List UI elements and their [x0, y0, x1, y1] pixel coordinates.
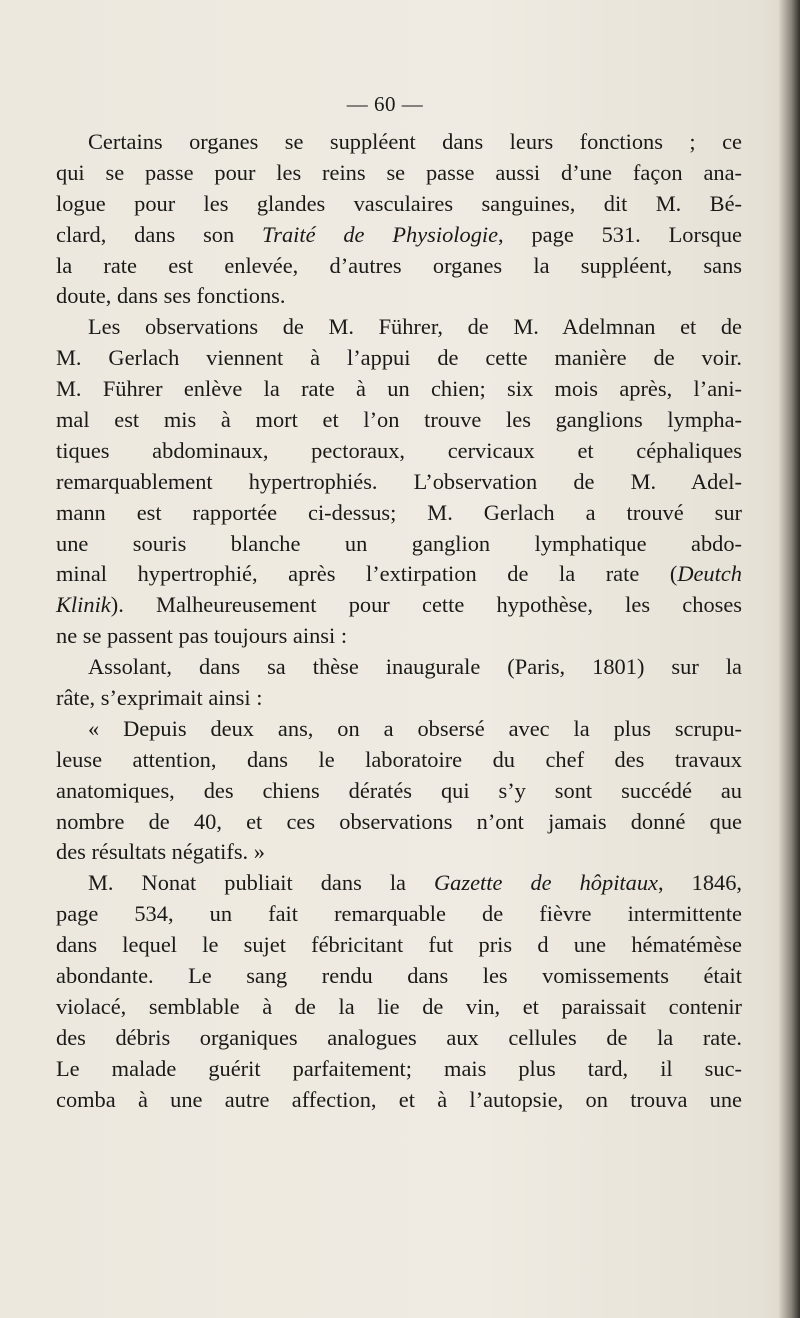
text-line: violacé, semblable à de la lie de vin, et paraissait contenir	[56, 993, 742, 1019]
text-line: page 534, un fait remarquable de fièvre intermittente	[56, 901, 742, 927]
text-line: M. Führer enlève la rate à un chien; six mois après, l’ani-	[56, 376, 742, 402]
quote-line: « Depuis deux ans, on a obsersé avec la plus scrupu-	[88, 715, 742, 741]
text-line: la rate est enlevée, d’autres organes la suppléent, sans	[56, 252, 742, 278]
text-line: abondante. Le sang rendu dans les vomissements était	[56, 963, 742, 989]
text-line: qui se passe pour les reins se passe aussi d’une façon ana-	[56, 159, 742, 185]
quote-line: anatomiques, des chiens dératés qui s’y sont succédé au	[56, 777, 742, 803]
text-line: comba à une autre affection, et à l’autopsie, on trouva une	[56, 1086, 742, 1112]
text-line: une souris blanche un ganglion lymphatique abdo-	[56, 530, 742, 556]
journal-title: Klinik	[56, 592, 111, 618]
journal-title: Gazette de hôpitaux	[434, 870, 658, 896]
text-line: Assolant, dans sa thèse inaugurale (Paris, 1801) sur la	[88, 654, 742, 680]
text-line: M. Nonat publiait dans la Gazette de hôpitaux, 1846,	[88, 870, 742, 896]
quote-line: nombre de 40, et ces observations n’ont jamais donné que	[56, 808, 742, 834]
text-line: mal est mis à mort et l’on trouve les ganglions lympha-	[56, 407, 742, 433]
text-line: des débris organiques analogues aux cellules de la rate.	[56, 1024, 742, 1050]
text-line: remarquablement hypertrophiés. L’observation de M. Adel-	[56, 468, 742, 494]
text-line: Klinik). Malheureusement pour cette hypothèse, les choses	[56, 592, 742, 618]
text-line: minal hypertrophié, après l’extirpation de la rate (Deutch	[56, 561, 742, 587]
journal-title: Deutch	[677, 561, 742, 587]
text-line: Certains organes se suppléent dans leurs fonctions ; ce	[88, 129, 742, 154]
text-line: clard, dans son Traité de Physiologie, page 531. Lorsque	[56, 221, 742, 247]
text-line: Le malade guérit parfaitement; mais plus tard, il suc-	[56, 1055, 742, 1081]
text-line: logue pour les glandes vasculaires sanguines, dit M. Bé-	[56, 190, 742, 216]
text-line: M. Gerlach viennent à l’appui de cette manière de voir.	[56, 345, 742, 371]
body-text	[56, 127, 742, 1116]
page-edge-shadow	[778, 0, 800, 1318]
text-line: râte, s’exprimait ainsi :	[56, 685, 263, 711]
text-line: mann est rapportée ci-dessus; M. Gerlach a trouvé sur	[56, 499, 742, 525]
text-line: tiques abdominaux, pectoraux, cervicaux et céphaliques	[56, 437, 742, 463]
text-line: Les observations de M. Führer, de M. Adelmnan et de	[88, 314, 742, 340]
quote-line: des résultats négatifs. »	[56, 839, 265, 865]
quote-line: leuse attention, dans le laboratoire du chef des travaux	[56, 746, 742, 772]
page-number: — 60 —	[346, 92, 424, 116]
text-line: ne se passent pas toujours ainsi :	[56, 623, 348, 649]
text-line: dans lequel le sujet fébricitant fut pris d une hématémèse	[56, 932, 742, 958]
text-line: doute, dans ses fonctions.	[56, 283, 286, 309]
book-title: Traité de Physiologie	[262, 221, 499, 247]
